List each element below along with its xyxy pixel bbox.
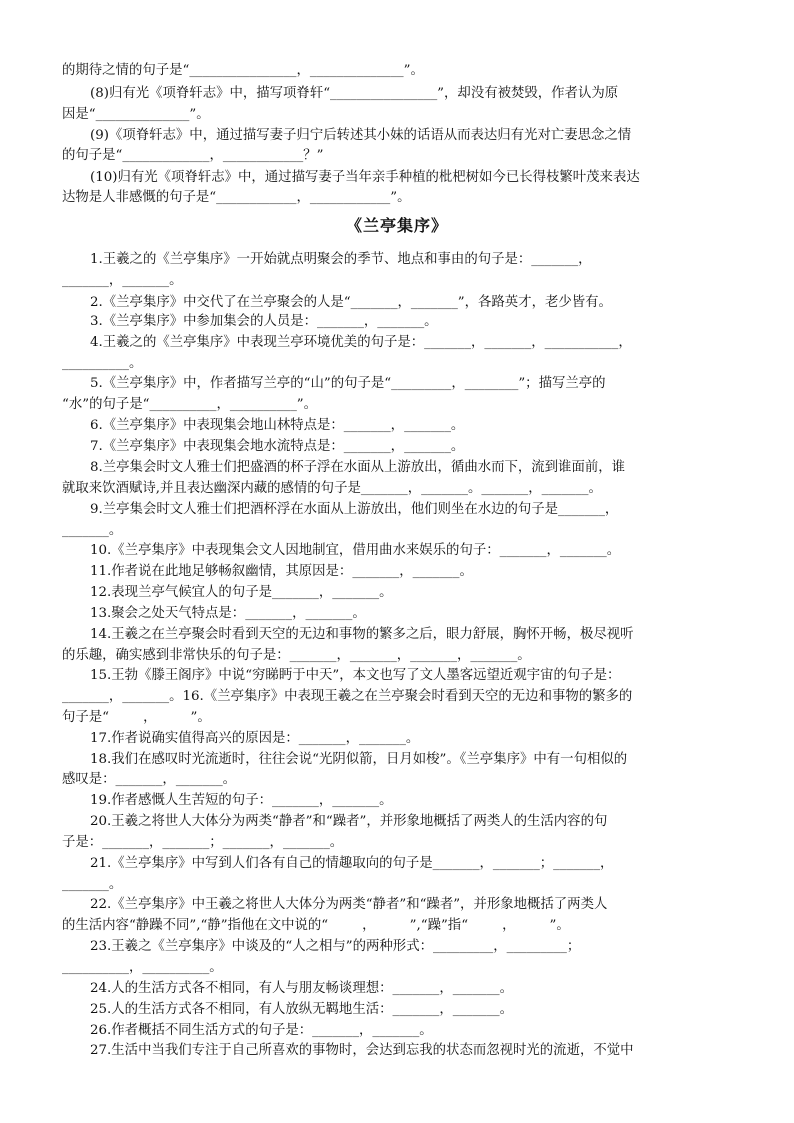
question-line: 的乐趣，确实感到非常快乐的句子是：_______，_______，_______，_______。 (62, 648, 531, 663)
text-line: (10)归有光《项脊轩志》中，通过描写妻子当年亲手种植的枇杷树如今已长得枝繁叶茂来表达 (90, 170, 640, 185)
question-line: 15.王勃《滕王阁序》中说“穷睇眄于中天”，本文也写了文人墨客远望近观宇宙的句子是： (90, 668, 621, 683)
question-line: 22.《兰亭集序》中王羲之将世人大体分为两类“静者”和“躁者”，并形象地概括了两类人 (90, 897, 608, 912)
question-line: 12.表现兰亭气候宜人的句子是_______，_______。 (90, 585, 393, 600)
question-line: 句子是“ ， ”。 (62, 710, 211, 725)
question-line: 6.《兰亭集序》中表现集会地山林特点是：_______，_______。 (90, 418, 465, 433)
question-line: 25.人的生活方式各不相同，有人放纵无羁地生活：_______，_______。 (90, 1002, 514, 1017)
question-line: 13.聚会之处天气特点是：_______，_______。 (90, 606, 366, 621)
question-line: _______，_______。 (62, 273, 183, 288)
question-line: 10.《兰亭集序》中表现集会文人因地制宜，借用曲水来娱乐的句子：_______，_______。 (90, 543, 621, 558)
question-line: 21.《兰亭集序》中写到人们各有自己的情趣取向的句子是_______，_______；_______， (90, 856, 614, 871)
question-line: 9.兰亭集会时文人雅士们把酒杯浮在水面从上游放出，他们则坐在水边的句子是_______， (90, 502, 619, 517)
question-line: 17.作者说确实值得高兴的原因是：_______，_______。 (90, 731, 420, 746)
question-line: 20.王羲之将世人大体分为两类“静者”和“躁者”，并形象地概括了两类人的生活内容的句 (90, 814, 608, 829)
question-line: 就取来饮酒赋诗,并且表达幽深内藏的感情的句子是_______，_______。_______，_______。 (62, 481, 602, 496)
question-line: _______。 (62, 523, 123, 538)
question-line: 4.王羲之的《兰亭集序》中表现兰亭环境优美的句子是：_______，_______，___________， (90, 335, 632, 350)
question-line: 子是：_______，_______；_______，_______。 (62, 835, 344, 850)
question-line: 27.生活中当我们专注于自己所喜欢的事物时，会达到忘我的状态而忽视时光的流逝，不觉中 (90, 1043, 634, 1058)
question-line: 3.《兰亭集序》中参加集会的人员是：_______，_______。 (90, 314, 438, 329)
question-line: 感叹是：_______，_______。 (62, 772, 237, 787)
section-title: 《兰亭集序》 (345, 216, 448, 235)
question-line: 11.作者说在此地足够畅叙幽情，其原因是：_______，_______。 (90, 564, 473, 579)
question-line: 23.王羲之《兰亭集序》中谈及的“人之相与”的两种形式：_________，_________； (90, 939, 581, 954)
question-line: __________，__________。 (62, 960, 223, 975)
text-line: 的句子是“_____________，____________？” (62, 148, 324, 163)
question-line: 24.人的生活方式各不相同，有人与朋友畅谈理想：_______，_______。 (90, 981, 514, 996)
text-line: (8)归有光《项脊轩志》中，描写项脊轩“________________”，却没有被焚毁，作者认为原 (90, 86, 619, 101)
question-line: 1.王羲之的《兰亭集序》一开始就点明聚会的季节、地点和事由的句子是：_______， (90, 252, 592, 267)
question-line: 14.王羲之在兰亭聚会时看到天空的无边和事物的繁多之后，眼力舒展，胸怀开畅，极尽视听 (90, 627, 634, 642)
question-line: 5.《兰亭集序》中，作者描写兰亭的“山”的句子是“_________，________”；描写兰亭的 (90, 376, 606, 391)
question-line: 的生活内容“静躁不同”,“静”指他在文中说的“ ， ”,“躁”指“ ， ”。 (62, 918, 570, 933)
question-line: 7.《兰亭集序》中表现集会地水流特点是：_______，_______。 (90, 439, 465, 454)
text-line: (9)《项脊轩志》中，通过描写妻子归宁后转述其小妹的话语从而表达归有光对亡妻思念之情 (90, 128, 632, 143)
question-line: “水”的句子是“__________，__________”。 (62, 397, 318, 412)
question-line: 19.作者感慨人生苦短的句子：_______，_______。 (90, 793, 393, 808)
question-line: _______，_______。16.《兰亭集序》中表现王羲之在兰亭聚会时看到天空的无边和事物的繁多的 (62, 689, 633, 704)
question-line: 2.《兰亭集序》中交代了在兰亭聚会的人是“_______，_______”，各路英才，老少皆有。 (90, 295, 612, 310)
question-line: _______。 (62, 877, 123, 892)
question-line: 26.作者概括不同生活方式的句子是：_______，_______。 (90, 1023, 433, 1038)
text-line: 因是“______________”。 (62, 107, 210, 122)
text-line: 达物是人非感慨的句子是“____________，____________”。 (62, 190, 411, 205)
question-line: 8.兰亭集会时文人雅士们把盛酒的杯子浮在水面从上游放出，循曲水而下，流到谁面前，谁 (90, 460, 626, 475)
question-line: 18.我们在感叹时光流逝时，往往会说“光阴似箭，日月如梭”。《兰亭集序》中有一句相似的 (90, 752, 628, 767)
text-line: 的期待之情的句子是“________________，______________”。 (62, 63, 424, 78)
question-line: __________。 (62, 356, 143, 371)
